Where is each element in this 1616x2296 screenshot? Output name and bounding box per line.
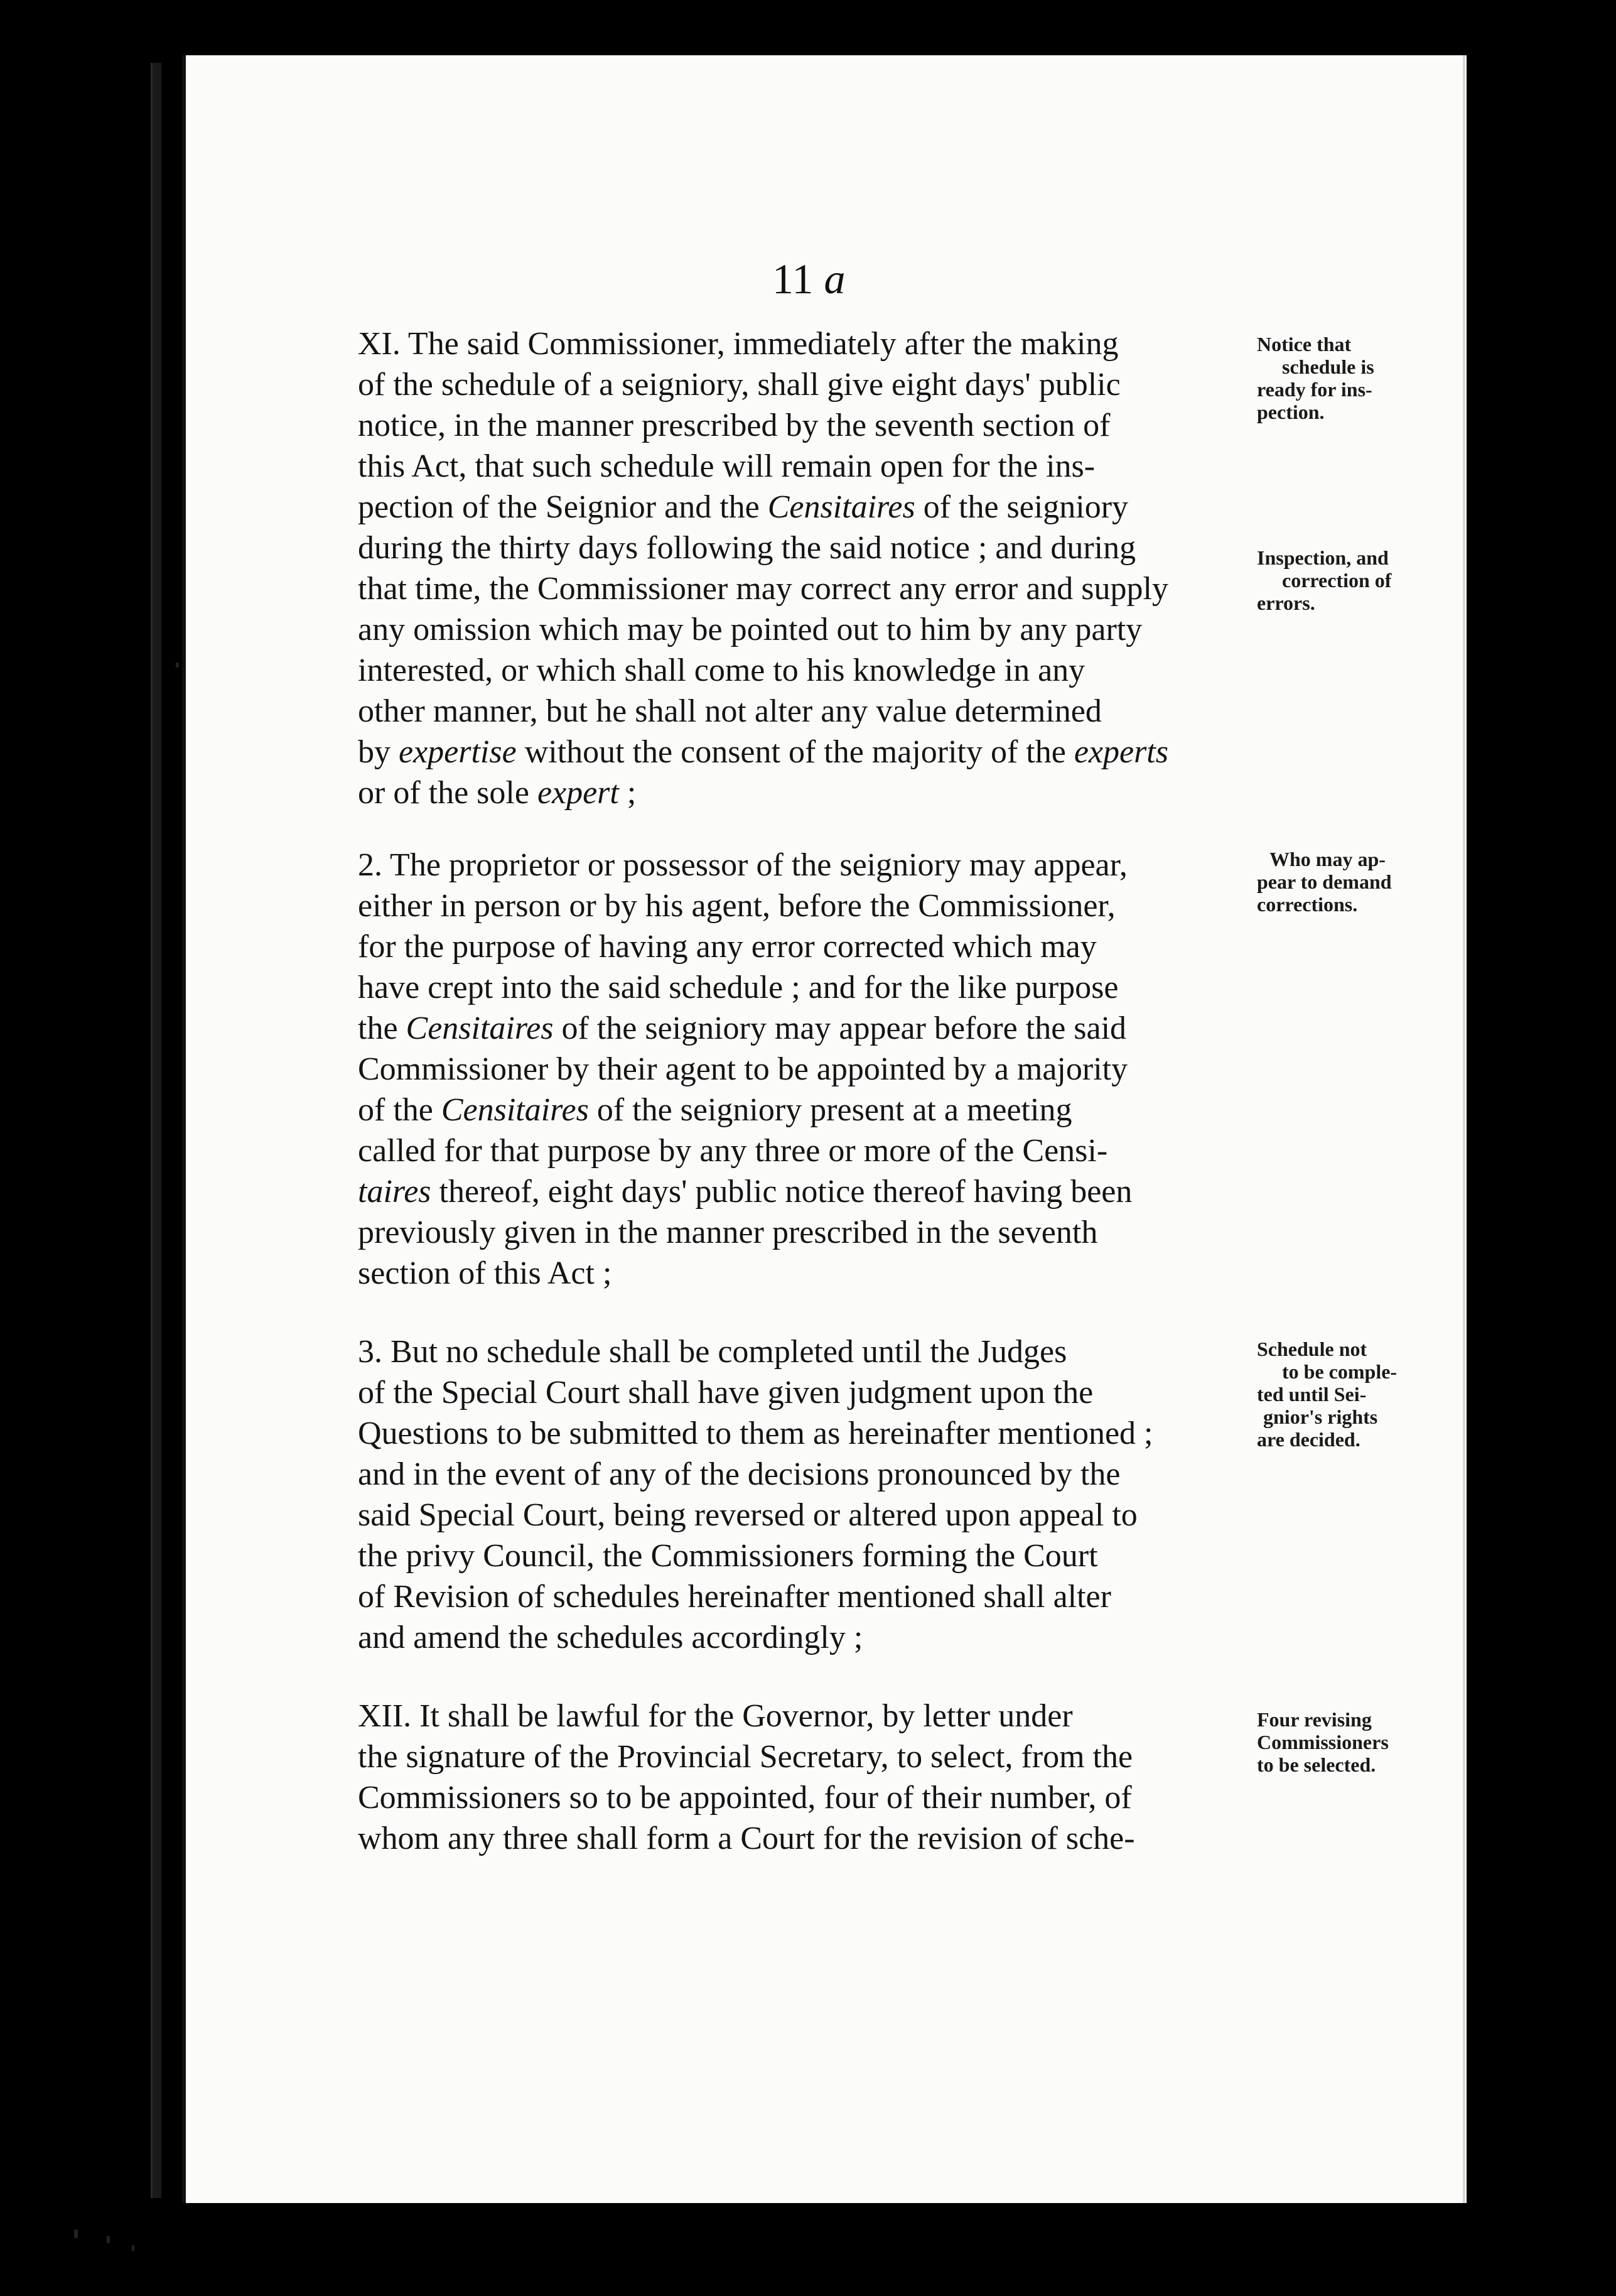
text-line: for the purpose of having any error corrected which may bbox=[358, 929, 1097, 965]
scan-speck bbox=[107, 2236, 110, 2243]
paragraph-subsection-2 bbox=[358, 845, 1249, 1294]
text-line: of the Special Court shall have given judgment upon the bbox=[358, 1375, 1094, 1411]
margin-note-four-revising bbox=[1257, 1708, 1420, 1776]
text-line: either in person or by his agent, before the Commissioner, bbox=[358, 888, 1116, 924]
text-line: notice, in the manner prescribed by the seventh section of bbox=[358, 408, 1111, 443]
text-line: that time, the Commissioner may correct any error and supply bbox=[358, 571, 1168, 607]
text-line: previously given in the manner prescribed in the seventh bbox=[358, 1215, 1098, 1250]
paragraph-section-xii bbox=[358, 1696, 1249, 1859]
margin-note-inspection bbox=[1257, 546, 1420, 614]
margin-note-line: correction of bbox=[1282, 569, 1392, 592]
text-line: Commissioners so to be appointed, four of their number, of bbox=[358, 1780, 1132, 1816]
text-line: Questions to be submitted to them as hereinafter mentioned ; bbox=[358, 1416, 1153, 1451]
margin-note-line: schedule is bbox=[1282, 355, 1374, 378]
margin-note-schedule-not-completed bbox=[1257, 1338, 1420, 1451]
text-line: the privy Council, the Commissioners forming the Court bbox=[358, 1538, 1098, 1574]
text-line: interested, or which shall come to his knowledge in any bbox=[358, 653, 1085, 688]
text-line: XI. The said Commissioner, immediately after the making bbox=[358, 326, 1119, 362]
text-line: of the schedule of a seigniory, shall give eight days' public bbox=[358, 367, 1121, 403]
scan-speck bbox=[132, 2245, 134, 2251]
paragraph-subsection-3 bbox=[358, 1331, 1249, 1658]
margin-note-line: to be comple- bbox=[1282, 1360, 1398, 1383]
margin-note-line: pear to demand bbox=[1257, 870, 1392, 893]
margin-note-who-may-appear bbox=[1257, 848, 1420, 916]
text-line: other manner, but he shall not alter any value determined bbox=[358, 693, 1102, 729]
paragraph-section-xi bbox=[358, 323, 1249, 813]
text-line: section of this Act ; bbox=[358, 1255, 612, 1291]
margin-note-line: Inspection, and bbox=[1257, 546, 1389, 569]
text-line: have crept into the said schedule ; and for the like purpose bbox=[358, 970, 1119, 1005]
leaf-right-edge bbox=[1463, 55, 1465, 2203]
margin-note-line: Commissioners bbox=[1257, 1731, 1389, 1753]
page-number-suffix: a bbox=[824, 255, 846, 303]
margin-note-line: gnior's rights bbox=[1263, 1405, 1378, 1428]
text-line: 2. The proprietor or possessor of the seigniory may appear, bbox=[358, 847, 1128, 883]
page-number: 11 bbox=[772, 255, 814, 303]
page-number-header bbox=[772, 254, 845, 304]
text-line: pection of the Seignior and the Censitaires of the seigniory bbox=[358, 489, 1129, 525]
text-line: and in the event of any of the decisions pronounced by the bbox=[358, 1456, 1121, 1492]
text-line: of the Censitaires of the seigniory present at a meeting bbox=[358, 1092, 1072, 1128]
text-line: the Censitaires of the seigniory may appear before the said bbox=[358, 1010, 1127, 1046]
margin-note-line: Who may ap- bbox=[1269, 848, 1386, 870]
margin-note-line: ready for ins- bbox=[1257, 378, 1372, 401]
text-line: whom any three shall form a Court for the revision of sche- bbox=[358, 1821, 1135, 1856]
text-line: by expertise without the consent of the majority of the experts bbox=[358, 734, 1168, 770]
text-line: the signature of the Provincial Secretary, to select, from the bbox=[358, 1739, 1133, 1775]
scan-speck bbox=[176, 663, 179, 668]
text-line: during the thirty days following the said notice ; and during bbox=[358, 530, 1136, 566]
text-line: Commissioner by their agent to be appointed by a majority bbox=[358, 1051, 1128, 1087]
text-line: taires thereof, eight days' public notice thereof having been bbox=[358, 1174, 1133, 1210]
text-line: said Special Court, being reversed or altered upon appeal to bbox=[358, 1497, 1138, 1533]
margin-note-line: to be selected. bbox=[1257, 1753, 1376, 1776]
scan-speck bbox=[74, 2229, 78, 2238]
margin-note-line: ted until Sei- bbox=[1257, 1383, 1367, 1405]
margin-note-line: corrections. bbox=[1257, 893, 1358, 916]
margin-note-line: pection. bbox=[1257, 401, 1325, 423]
text-line: or of the sole expert ; bbox=[358, 775, 637, 811]
margin-note-line: errors. bbox=[1257, 592, 1315, 614]
text-line: XII. It shall be lawful for the Governor, by letter under bbox=[358, 1698, 1073, 1734]
margin-note-line: Schedule not bbox=[1257, 1338, 1367, 1360]
margin-note-line: Four revising bbox=[1257, 1708, 1372, 1731]
text-line: any omission which may be pointed out to him by any party bbox=[358, 612, 1143, 647]
text-line: of Revision of schedules hereinafter mentioned shall alter bbox=[358, 1579, 1111, 1615]
text-line: called for that purpose by any three or more of the Censi- bbox=[358, 1133, 1108, 1169]
margin-note-line: Notice that bbox=[1257, 333, 1352, 355]
text-line: this Act, that such schedule will remain open for the ins- bbox=[358, 448, 1096, 484]
left-binding-edge bbox=[151, 63, 161, 2198]
text-line: 3. But no schedule shall be completed until the Judges bbox=[358, 1334, 1067, 1370]
text-line: and amend the schedules accordingly ; bbox=[358, 1620, 863, 1655]
margin-note-notice bbox=[1257, 333, 1420, 423]
margin-note-line: are decided. bbox=[1257, 1428, 1360, 1451]
